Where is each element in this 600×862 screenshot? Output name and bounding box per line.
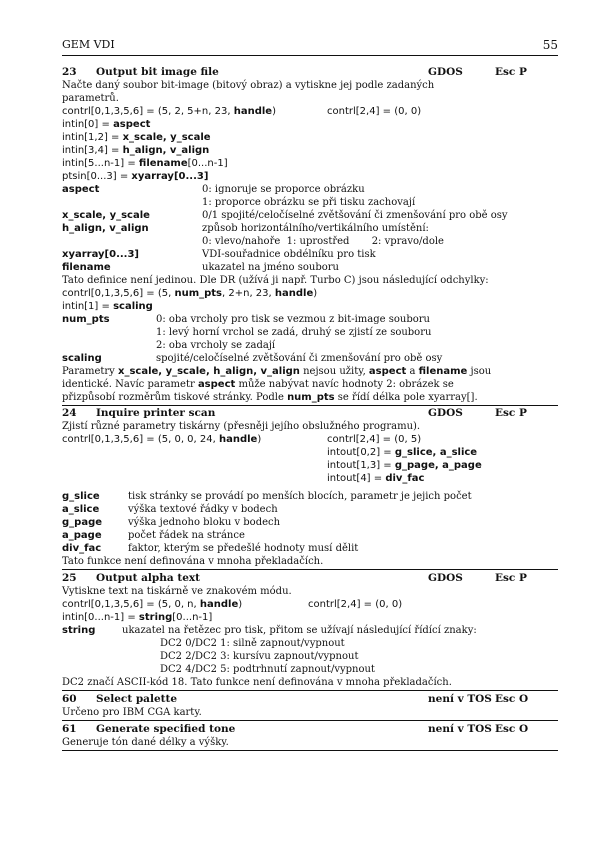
section-tag: GDOS bbox=[428, 407, 463, 419]
param-div-fac: div_fac faktor, kterým se předešlé hodnoty musí dělit bbox=[62, 543, 359, 554]
intin-line: intin[1,2] = x_scale, y_scale bbox=[62, 132, 211, 143]
control-code-line: DC2 4/DC2 5: podtrhnutí zapnout/vypnout bbox=[160, 664, 375, 675]
section-escape: Esc O bbox=[495, 693, 529, 705]
section-rule bbox=[62, 569, 558, 570]
section-rule bbox=[62, 720, 558, 721]
note-line: DC2 značí ASCII-kód 18. Tato funkce není definována v mnoha překladačích. bbox=[62, 677, 452, 688]
control-code-line: DC2 0/DC2 1: silně zapnout/vypnout bbox=[160, 638, 345, 649]
contrl-line: contrl[0,1,3,5,6] = (5, 2, 5+n, 23, handle) contrl[2,4] = (0, 0) bbox=[62, 106, 422, 117]
section-rule bbox=[62, 690, 558, 691]
param-desc: 1: proporce obrázku se při tisku zachovají bbox=[202, 197, 416, 208]
param-aspect: aspect 0: ignoruje se proporce obrázku bbox=[62, 184, 365, 195]
intout-line: intout[0,2] = g_slice, a_slice bbox=[327, 447, 478, 458]
param-scale: x_scale, y_scale 0/1 spojité/celočíselné zvětšování či zmenšování pro obě osy bbox=[62, 210, 508, 221]
section-escape: Esc O bbox=[495, 723, 529, 735]
contrl-line: contrl[0,1,3,5,6] = (5, 0, 0, 24, handle) contrl[2,4] = (0, 5) bbox=[62, 434, 422, 445]
section-tag: není v TOS bbox=[428, 723, 492, 735]
note-line: Tato funkce není definována v mnoha překladačích. bbox=[62, 556, 324, 567]
header-title: GEM VDI bbox=[62, 38, 115, 51]
note-line: identické. Navíc parametr aspect může nabývat navíc hodnoty 2: obrázek se bbox=[62, 379, 454, 390]
note-line: Parametry x_scale, y_scale, h_align, v_align nejsou užity, aspect a filename jsou bbox=[62, 366, 492, 377]
param-a-slice: a_slice výška textové řádky v bodech bbox=[62, 504, 278, 515]
param-desc: 0: vlevo/nahoře 1: uprostřed 2: vpravo/dole bbox=[202, 236, 444, 247]
section-heading-61: 61 Generate specified tone není v TOS Esc O bbox=[62, 723, 529, 735]
section-tag: GDOS bbox=[428, 66, 463, 78]
section-tag: GDOS bbox=[428, 572, 463, 584]
param-g-slice: g_slice tisk stránky se provádí po menších blocích, parametr je jejich počet bbox=[62, 491, 472, 502]
section-title: Output bit image file bbox=[96, 66, 219, 78]
param-a-page: a_page počet řádek na stránce bbox=[62, 530, 245, 541]
section-title: Generate specified tone bbox=[96, 723, 236, 735]
param-num-pts: num_pts 0: oba vrcholy pro tisk se vezmou z bit-image souboru bbox=[62, 314, 430, 325]
param-desc: 2: oba vrcholy se zadají bbox=[156, 340, 276, 351]
contrl-line: contrl[0,1,3,5,6] = (5, num_pts, 2+n, 23, handle) bbox=[62, 288, 318, 299]
description-line: Generuje tón dané délky a výšky. bbox=[62, 737, 229, 748]
param-desc: 1: levý horní vrchol se zadá, druhý se zjistí ze souboru bbox=[156, 327, 432, 338]
section-heading-60: 60 Select palette není v TOS Esc O bbox=[62, 693, 529, 705]
control-code-line: DC2 2/DC2 3: kursívu zapnout/vypnout bbox=[160, 651, 359, 662]
param-string: string ukazatel na řetězec pro tisk, přitom se užívají následující řídící znaky: bbox=[62, 625, 477, 636]
description-line: Zjistí různé parametry tiskárny (přesněji jejího obslužného programu). bbox=[62, 421, 421, 432]
intin-line: intin[0] = aspect bbox=[62, 119, 151, 130]
section-title: Select palette bbox=[96, 693, 178, 705]
param-g-page: g_page výška jednoho bloku v bodech bbox=[62, 517, 281, 528]
running-header bbox=[62, 38, 558, 54]
note-line: přizpůsobí rozměrům tiskové stránky. Podle num_pts se řídí délka pole xyarray[]. bbox=[62, 392, 478, 403]
section-title: Inquire printer scan bbox=[96, 407, 216, 419]
intout-line: intout[4] = div_fac bbox=[327, 473, 425, 484]
param-xyarray: xyarray[0...3] VDI-souřadnice obdélníku pro tisk bbox=[62, 249, 376, 260]
param-scaling: scaling spojité/celočíselné zvětšování či zmenšování pro obě osy bbox=[62, 353, 443, 364]
contrl-line: contrl[0,1,3,5,6] = (5, 0, n, handle) contrl[2,4] = (0, 0) bbox=[62, 599, 403, 610]
intout-line: intout[1,3] = g_page, a_page bbox=[327, 460, 482, 471]
param-filename: filename ukazatel na jméno souboru bbox=[62, 262, 339, 273]
intin-line: intin[3,4] = h_align, v_align bbox=[62, 145, 210, 156]
intin-line: intin[5...n-1] = filename[0...n-1] bbox=[62, 158, 228, 169]
section-escape: Esc P bbox=[495, 66, 527, 78]
note-line: Tato definice není jedinou. Dle DR (užívá ji např. Turbo C) jsou následující odchylky: bbox=[62, 275, 489, 286]
header-rule bbox=[62, 55, 558, 56]
section-heading-25: 25 Output alpha text GDOS Esc P bbox=[62, 572, 527, 584]
section-heading-24: 24 Inquire printer scan GDOS Esc P bbox=[62, 407, 527, 419]
section-escape: Esc P bbox=[495, 407, 527, 419]
param-align: h_align, v_align způsob horizontálního/vertikálního umístění: bbox=[62, 223, 429, 234]
section-title: Output alpha text bbox=[96, 572, 200, 584]
section-rule bbox=[62, 750, 558, 751]
intin-line: intin[0...n-1] = string[0...n-1] bbox=[62, 612, 213, 623]
description-line: Určeno pro IBM CGA karty. bbox=[62, 707, 202, 718]
ptsin-line: ptsin[0...3] = xyarray[0...3] bbox=[62, 171, 209, 182]
page-number: 55 bbox=[542, 38, 558, 52]
section-escape: Esc P bbox=[495, 572, 527, 584]
section-tag: není v TOS bbox=[428, 693, 492, 705]
section-rule bbox=[62, 405, 558, 406]
description-line: Načte daný soubor bit-image (bitový obraz) a vytiskne jej podle zadaných bbox=[62, 80, 435, 91]
description-line: parametrů. bbox=[62, 93, 119, 104]
section-heading-23: 23 Output bit image file GDOS Esc P bbox=[62, 66, 527, 78]
description-line: Vytiskne text na tiskárně ve znakovém módu. bbox=[62, 586, 292, 597]
intin-line: intin[1] = scaling bbox=[62, 301, 153, 312]
